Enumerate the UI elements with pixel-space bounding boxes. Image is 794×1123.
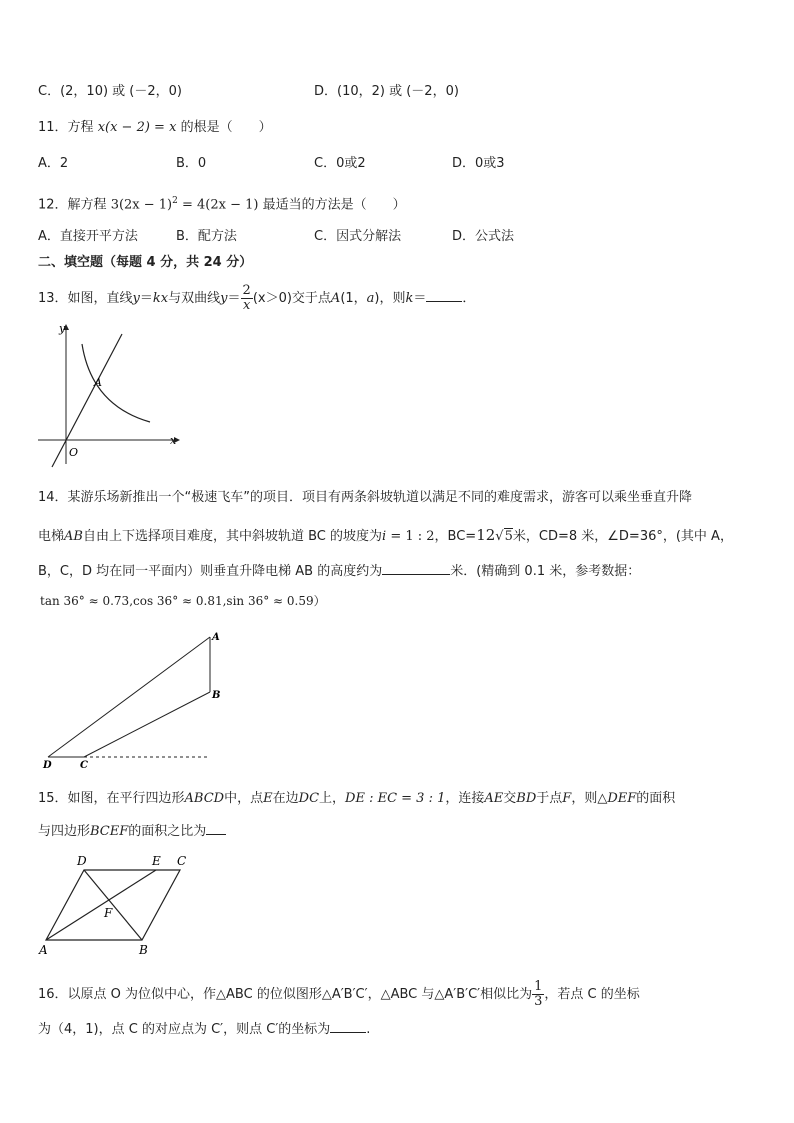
q11-equation: x(x − 2) = x [97, 120, 177, 135]
q16-fraction-denominator: 3 [534, 994, 543, 1009]
y-axis-label: y [59, 322, 66, 335]
q12-option-a: A．直接开平方法 [38, 229, 138, 244]
origin-label: O [69, 446, 79, 459]
q14-sqrt: √5 [495, 529, 513, 544]
point-b-label: B [212, 690, 221, 701]
q15-line-1 [38, 789, 675, 809]
q15-var-dc: DC [298, 791, 320, 806]
q13-text-4: ＝ [227, 291, 241, 306]
q13-var-y: y [132, 291, 140, 306]
q14-line-2 [38, 523, 733, 549]
line-y-kx [52, 334, 122, 467]
q16-fraction-numerator: 1 [534, 979, 543, 994]
point-a-label: A [39, 943, 48, 957]
q13-stem [38, 284, 475, 313]
q11-option-c: C．0或2 [314, 156, 366, 171]
q13-text-5: (x＞0)交于点 [252, 291, 331, 306]
q14-text-cd: 米，CD=8 米，∠D=36°，(其中 A， [512, 529, 733, 544]
point-f-label: F [104, 906, 113, 920]
q14-ratio: = 1 : 2 [386, 529, 435, 544]
q12-exponent: 2 [172, 196, 178, 206]
q15-line-2 [38, 820, 226, 842]
point-c-label: C [80, 760, 88, 768]
q15-var-ae: AE [484, 791, 504, 806]
q11-stem [38, 118, 272, 138]
q14-text-bc: ，BC= [434, 529, 477, 544]
q15-ratio: DE : EC = 3 : 1 [345, 791, 446, 806]
q14-text-height: B，C，D 均在同一平面内）则垂直升降电梯 AB 的高度约为 [38, 564, 383, 579]
q11-option-a: A．2 [38, 156, 69, 171]
q15-var-f: F [562, 791, 572, 806]
q15-text-3: 在边 [272, 791, 299, 806]
q12-option-d: D．公式法 [452, 229, 515, 244]
q13-text-1: 13．如图，直线 [38, 291, 133, 306]
q14-reference-data: tan 36° ≈ 0.73,cos 36° ≈ 0.81,sin 36° ≈ 0.59） [40, 594, 326, 608]
point-d-label: D [77, 854, 87, 868]
q14-line-3 [38, 560, 640, 582]
q13-var-kx: kx [152, 291, 169, 306]
q12-option-b: B．配方法 [176, 229, 237, 244]
q15-text-9: 的面积 [636, 791, 676, 806]
q15-text-1: 15．如图，在平行四边形 [38, 791, 185, 806]
q13-figure [34, 322, 184, 472]
q14-text-precision: 米．(精确到 0.1 米，参考数据： [450, 564, 641, 579]
q13-text-6: (1， [340, 291, 367, 306]
q16-text-1: 16．以原点 O 为位似中心，作△ABC 的位似图形△A′B′C′，△ABC 与△A′B′C′相似比为 [38, 987, 533, 1002]
q13-fraction [241, 284, 253, 313]
point-a-label: A [94, 376, 102, 389]
point-e-label: E [152, 854, 161, 868]
point-b-label: B [139, 943, 148, 957]
q13-fraction-numerator: 2 [242, 283, 251, 298]
q14-line-1: 14．某游乐场新推出一个“极速飞车”的项目．项目有两条斜坡轨道以满足不同的难度需求，游客可以乘坐垂直升降 [38, 490, 693, 505]
point-a-label: A [212, 632, 220, 643]
q13-text-8: ＝ [413, 291, 427, 306]
q15-text-2: 中，点 [224, 791, 264, 806]
slope-ad [48, 637, 210, 757]
q14-num-12: 12 [476, 526, 496, 544]
q16-fraction [532, 980, 544, 1009]
q13-text-3: 与双曲线 [168, 291, 221, 306]
q15-text-10: 与四边形 [38, 824, 91, 839]
q14-text-elevator: 电梯 [38, 529, 65, 544]
q16-line-1 [38, 980, 640, 1010]
q14-text-slope: 自由上下选择项目难度，其中斜坡轨道 BC 的坡度为 [82, 529, 383, 544]
section-heading: 二、填空题（每题 4 分，共 24 分） [38, 255, 253, 270]
point-d-label: D [43, 760, 52, 768]
q14-sqrt-radicand: 5 [504, 529, 513, 544]
q12-suffix: 最适当的方法是（ ） [262, 197, 406, 213]
hyperbola-curve [82, 344, 150, 422]
q13-var-k: k [405, 291, 414, 306]
q13-var-A: A [330, 291, 341, 306]
q15-text-11: 的面积之比为 [128, 824, 207, 839]
slope-bc [84, 692, 210, 757]
q15-text-4: 上， [319, 791, 346, 806]
q16-text-4: . [366, 1022, 371, 1037]
q13-text-7: )，则 [374, 291, 406, 306]
diagonal-bd [84, 870, 142, 940]
q16-line-2 [38, 1018, 370, 1040]
q13-var-y2: y [220, 291, 228, 306]
q15-var-bcef: BCEF [90, 824, 129, 839]
q12-option-c: C．因式分解法 [314, 229, 402, 244]
q15-text-7: 于点 [536, 791, 563, 806]
q13-answer-blank[interactable] [426, 287, 462, 302]
point-c-label: C [177, 854, 187, 868]
q11-suffix: 的根是（ ） [180, 120, 272, 135]
q13-text-2: ＝ [139, 291, 153, 306]
q16-answer-blank[interactable] [330, 1018, 366, 1033]
q13-text-9: ． [462, 291, 476, 306]
q16-text-3: 为（4，1)，点 C 的对应点为 C′，则点 C′的坐标为 [38, 1022, 331, 1037]
q15-text-6: 交 [503, 791, 517, 806]
q15-text-5: ，连接 [445, 791, 485, 806]
q12-equation-right: = 4(2x − 1) [177, 197, 259, 213]
q15-answer-blank[interactable] [206, 820, 226, 835]
q11-number: 11．方程 [38, 120, 94, 135]
q14-var-ab: AB [64, 529, 83, 544]
q13-var-a: a [366, 291, 375, 306]
segment-ae [46, 870, 156, 940]
q12-equation-left: 3(2x − 1) [110, 197, 173, 213]
q10-option-d: D．(10，2) 或 (－2，0) [314, 84, 459, 99]
q10-option-c: C．(2，10) 或 (－2，0) [38, 84, 182, 99]
q15-var-abcd: ABCD [184, 791, 225, 806]
x-axis-label: x [170, 434, 177, 447]
q15-var-bd: BD [516, 791, 537, 806]
q15-var-e: E [263, 791, 273, 806]
q14-figure [38, 628, 228, 768]
q11-option-d: D．0或3 [452, 156, 505, 171]
q13-fraction-denominator: x [243, 298, 251, 313]
q14-var-i: i [382, 529, 387, 544]
q15-var-def: DEF [607, 791, 637, 806]
q11-option-b: B．0 [176, 156, 207, 171]
q15-figure [34, 850, 194, 960]
q15-text-8: ，则△ [571, 791, 608, 806]
q14-answer-blank[interactable] [382, 560, 450, 575]
q12-number: 12．解方程 [38, 197, 107, 213]
q12-stem [38, 191, 406, 215]
q16-text-2: ，若点 C 的坐标 [544, 987, 640, 1002]
